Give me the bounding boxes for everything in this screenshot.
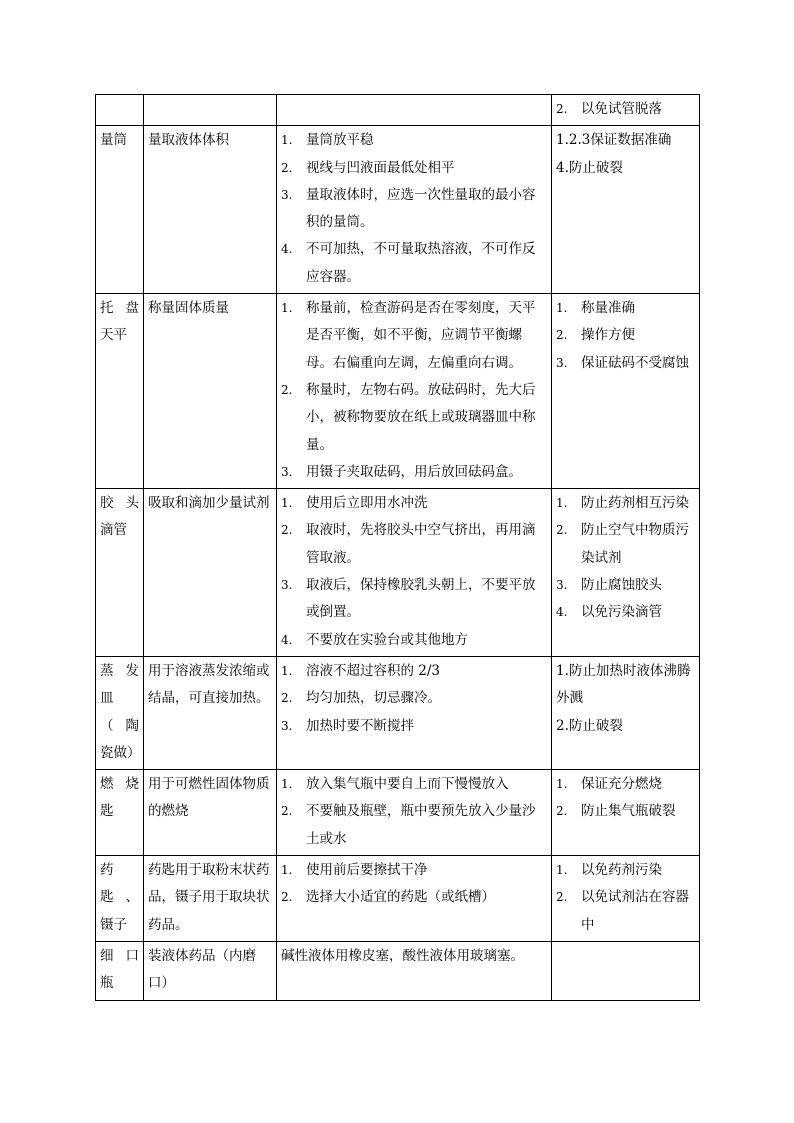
item-text: 不要放在实验台或其他地方 — [306, 631, 468, 648]
operation-item — [281, 658, 547, 685]
operation-item — [281, 236, 547, 291]
item-number: 2. — [556, 328, 568, 343]
item-number: 3. — [281, 578, 293, 593]
table-row — [96, 294, 700, 489]
purpose-item — [556, 350, 695, 377]
operation-item — [281, 459, 547, 486]
usage-text: 装液体药品（内磨口） — [148, 947, 256, 992]
purpose-item: 1.防止加热时液体沸腾外溅 — [556, 662, 691, 707]
item-number: 2. — [556, 523, 568, 538]
operation-list — [281, 658, 547, 740]
purpose-item — [556, 857, 695, 884]
item-text: 用镊子夹取砝码，用后放回砝码盒。 — [306, 463, 522, 480]
item-text: 以免试管脱落 — [581, 101, 662, 117]
usage-text: 吸取和滴加少量试剂 — [148, 495, 270, 512]
usage-cell — [144, 656, 277, 769]
purpose-item — [556, 322, 695, 349]
usage-cell — [144, 126, 277, 294]
table-row — [96, 126, 700, 294]
item-text: 量取液体时，应选一次性量取的最小容积的量筒。 — [306, 186, 536, 231]
operation-item — [281, 798, 547, 853]
item-text: 防止集气瓶破裂 — [581, 803, 676, 820]
table-row — [96, 656, 700, 769]
instrument-table-body — [96, 95, 700, 1001]
item-number: 2. — [281, 523, 293, 538]
usage-text: 用于溶液蒸发浓缩或结晶，可直接加热。 — [148, 662, 270, 707]
purpose-item — [556, 490, 695, 517]
item-number: 1. — [281, 301, 293, 316]
instrument-name: 量筒 — [100, 132, 127, 149]
operation-item — [281, 377, 547, 459]
item-number: 1. — [556, 496, 568, 511]
instrument-name: 药匙、镊子 — [100, 862, 139, 933]
purpose-item: 2.防止破裂 — [556, 717, 623, 734]
purpose-item — [556, 771, 695, 798]
operation-item — [281, 685, 547, 712]
item-text: 防止腐蚀胶头 — [581, 577, 662, 594]
item-number: 1. — [281, 663, 293, 678]
item-number: 1. — [556, 863, 568, 878]
purpose-cell — [552, 294, 700, 489]
instrument-name-cell — [96, 126, 144, 294]
instrument-name-cell — [96, 856, 144, 942]
purpose-item — [556, 798, 695, 825]
operation-cell — [277, 656, 552, 769]
operation-item — [281, 884, 547, 911]
table-row — [96, 95, 700, 126]
instrument-name-cell — [96, 294, 144, 489]
item-number: 1. — [281, 133, 293, 148]
instrument-name: 托盘天平 — [100, 300, 139, 344]
item-text: 使用后立即用水冲洗 — [306, 495, 428, 512]
item-text: 不可加热，不可量取热溶液，不可作反应容器。 — [306, 241, 536, 285]
usage-cell — [144, 941, 277, 1000]
purpose-item — [556, 517, 695, 572]
item-number: 2. — [556, 102, 568, 116]
instrument-name-cell — [96, 656, 144, 769]
item-text: 量筒放平稳 — [306, 132, 374, 149]
usage-cell — [144, 489, 277, 657]
instrument-name-cell — [96, 95, 144, 126]
purpose-cell — [552, 489, 700, 657]
item-number: 3. — [281, 464, 293, 479]
item-text: 以免污染滴管 — [581, 604, 662, 621]
operation-item — [281, 155, 547, 182]
item-text: 取液时，先将胶头中空气挤出，再用滴管取液。 — [306, 522, 536, 566]
item-number: 4. — [281, 242, 293, 257]
item-number: 4. — [556, 605, 568, 620]
item-number: 3. — [281, 718, 293, 733]
item-text: 取液后，保持橡胶乳头朝上，不要平放或倒置。 — [306, 577, 536, 621]
item-number: 3. — [556, 355, 568, 370]
operation-list — [281, 127, 547, 291]
operation-item — [281, 627, 547, 654]
operation-list — [281, 295, 547, 486]
purpose-list — [556, 490, 695, 626]
purpose-item — [556, 599, 695, 626]
item-number: 3. — [281, 187, 293, 202]
table-row — [96, 489, 700, 657]
item-text: 放入集气瓶中要自上而下慢慢放入 — [306, 776, 509, 793]
operation-list — [281, 771, 547, 853]
operation-cell — [277, 294, 552, 489]
item-number: 2. — [281, 804, 293, 819]
purpose-cell — [552, 656, 700, 769]
item-text: 视线与凹液面最低处相平 — [306, 159, 455, 176]
purpose-item — [556, 96, 695, 123]
item-number: 2. — [556, 890, 568, 905]
operation-list — [281, 490, 547, 654]
purpose-list — [556, 295, 695, 377]
purpose-cell — [552, 941, 700, 1000]
item-number: 2. — [281, 160, 293, 175]
item-number: 2. — [281, 382, 293, 397]
instrument-name-cell — [96, 489, 144, 657]
item-text: 称量前，检查游码是否在零刻度，天平是否平衡，如不平衡，应调节平衡螺母。右偏重向左调，左偏重向右调。 — [306, 300, 536, 371]
item-text: 称量时，左物右码。放砝码时，先大后小，被称物要放在纸上或玻璃器皿中称量。 — [306, 381, 536, 453]
operation-cell — [277, 770, 552, 856]
item-text: 操作方便 — [581, 327, 635, 344]
instrument-table — [95, 94, 700, 1001]
item-number: 3. — [556, 578, 568, 593]
operation-cell — [277, 856, 552, 942]
instrument-name: 蒸发皿（陶瓷做） — [100, 662, 141, 761]
item-text: 称量准确 — [581, 300, 635, 317]
table-row — [96, 941, 700, 1000]
purpose-item: 4.防止破裂 — [556, 159, 623, 176]
purpose-item: 1.2.3保证数据准确 — [556, 132, 672, 149]
item-text: 使用前后要擦拭干净 — [306, 862, 428, 879]
item-number: 1. — [281, 777, 293, 792]
item-number: 2. — [556, 804, 568, 819]
item-number: 1. — [281, 863, 293, 878]
item-text: 选择大小适宜的药匙（或纸槽） — [306, 889, 495, 906]
purpose-item — [556, 295, 695, 322]
usage-cell — [144, 294, 277, 489]
item-text: 均匀加热，切忌骤冷。 — [306, 690, 441, 707]
purpose-cell — [552, 95, 700, 126]
usage-cell — [144, 856, 277, 942]
table-row — [96, 856, 700, 942]
instrument-name: 胶头滴管 — [100, 495, 139, 539]
item-text: 加热时要不断搅拌 — [306, 717, 414, 734]
operation-cell — [277, 941, 552, 1000]
table-row — [96, 770, 700, 856]
item-number: 4. — [281, 632, 293, 647]
purpose-item — [556, 884, 695, 939]
item-text: 保证砝码不受腐蚀 — [581, 354, 689, 371]
purpose-list — [556, 771, 695, 826]
item-text: 不要触及瓶壁，瓶中要预先放入少量沙土或水 — [306, 803, 536, 847]
item-number: 1. — [556, 301, 568, 316]
usage-text: 用于可燃性固体物质的燃烧 — [148, 776, 270, 820]
purpose-cell — [552, 126, 700, 294]
item-text: 以免试剂沾在容器中 — [581, 889, 689, 933]
item-text: 防止药剂相互污染 — [581, 495, 689, 512]
purpose-list — [556, 658, 695, 740]
item-text: 以免药剂污染 — [581, 862, 662, 879]
item-number: 2. — [281, 890, 293, 905]
operation-item — [281, 857, 547, 884]
operation-item — [281, 713, 547, 740]
instrument-name: 细口瓶 — [100, 947, 139, 992]
operation-item — [281, 295, 547, 377]
item-number: 1. — [281, 496, 293, 511]
operation-cell — [277, 489, 552, 657]
item-text: 保证充分燃烧 — [581, 776, 662, 793]
usage-cell — [144, 770, 277, 856]
purpose-list — [556, 127, 695, 182]
item-number: 2. — [281, 691, 293, 706]
purpose-item — [556, 572, 695, 599]
purpose-list — [556, 96, 695, 123]
operation-list — [281, 857, 547, 912]
instrument-name-cell — [96, 941, 144, 1000]
operation-item — [281, 182, 547, 237]
operation-cell — [277, 95, 552, 126]
item-text: 溶液不超过容积的 2/3 — [306, 662, 441, 679]
purpose-cell — [552, 770, 700, 856]
operation-item — [281, 771, 547, 798]
instrument-name: 燃烧匙 — [100, 776, 139, 820]
usage-cell — [144, 95, 277, 126]
item-text: 防止空气中物质污染试剂 — [581, 522, 689, 566]
purpose-cell — [552, 856, 700, 942]
usage-text: 药匙用于取粉末状药品，镊子用于取块状药品。 — [148, 862, 270, 933]
operation-item — [281, 490, 547, 517]
operation-item — [281, 127, 547, 154]
usage-text: 量取液体体积 — [148, 132, 229, 149]
instrument-name-cell — [96, 770, 144, 856]
operation-item — [281, 572, 547, 627]
operation-text: 碱性液体用橡皮塞，酸性液体用玻璃塞。 — [281, 947, 524, 964]
operation-item — [281, 517, 547, 572]
usage-text: 称量固体质量 — [148, 300, 229, 317]
purpose-list — [556, 857, 695, 939]
item-number: 1. — [556, 777, 568, 792]
operation-cell — [277, 126, 552, 294]
